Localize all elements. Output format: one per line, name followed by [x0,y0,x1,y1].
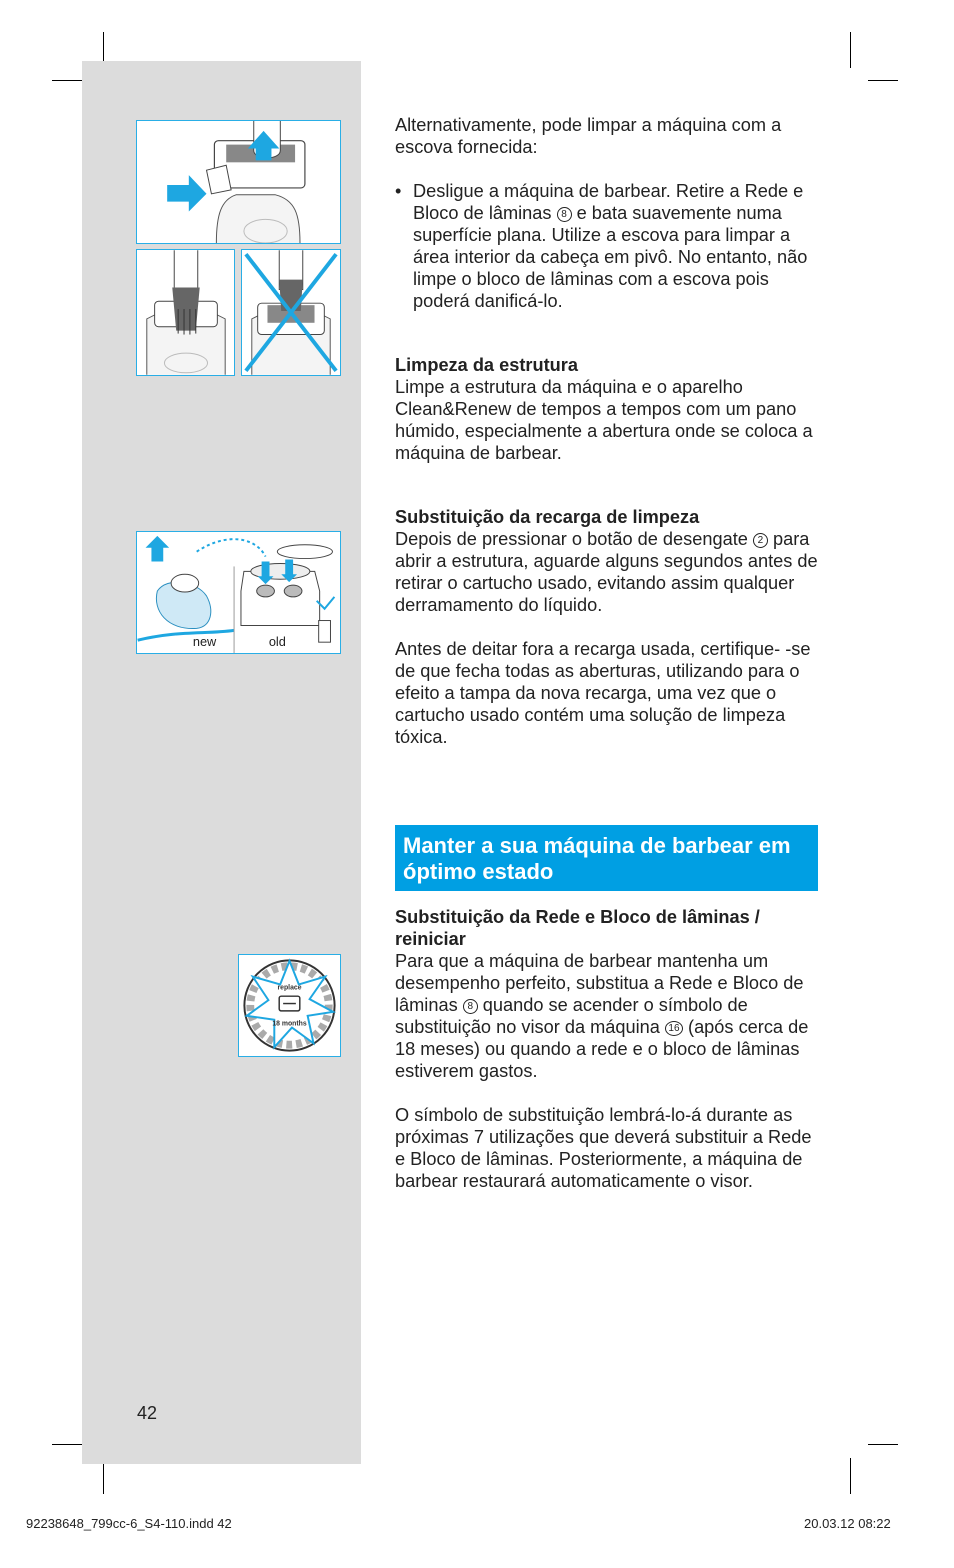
replace-title: Substituição da Rede e Bloco de lâminas / reiniciar [395,907,760,949]
intro-section [395,114,820,312]
crop-mark [850,32,851,68]
label-new: new [192,634,217,650]
illustration-replace-dial [238,954,341,1057]
replace-text-1-part1: Para que a máquina de barbear mantenha um desempenho perfeito, substitua a Rede e Bloco de lâminas [395,951,804,1015]
crop-mark [850,1458,851,1494]
label-old: old [268,634,286,650]
cartridge-text-1 [395,528,820,616]
replace-text-1-part3: (após cerca de 18 meses) ou quando a rede e o bloco de lâminas estiverem gastos. [395,1017,809,1081]
ref-number: 16 [665,1021,683,1036]
crop-mark [52,80,82,81]
crop-mark [868,80,898,81]
ref-number: 2 [753,533,768,548]
housing-text: Limpe a estrutura da máquina e o aparelho Clean&Renew de tempos a tempos com um pano húmido, especialmente a abertura onde se coloca a máquina de barbear. [395,377,813,463]
illustration-brush-foil-forbidden [241,249,341,376]
replace-text-1 [395,950,820,1082]
cartridge-title: Substituição da recarga de limpeza [395,507,700,527]
section-banner: Manter a sua máquina de barbear em óptimo estado [395,825,818,891]
footer-date: 20.03.12 08:22 [804,1516,891,1531]
illustration-foil-removal [136,120,341,244]
crop-mark [52,1444,82,1445]
housing-title: Limpeza da estrutura [395,355,578,375]
intro-text: Alternativamente, pode limpar a máquina com a escova fornecida: [395,115,782,157]
ref-number: 8 [557,207,572,222]
intro-bullet-part1: Desligue a máquina de barbear. Retire a Rede e Bloco de lâminas [413,181,804,223]
cartridge-text-1-part2: para abrir a estrutura, aguarde alguns segundos antes de retirar o cartucho usado, evitando assim qualquer derramamento do líquido. [395,529,818,615]
ref-number: 8 [463,999,478,1014]
bullet-dot: • [395,181,402,201]
intro-bullet-part2: e bata suavemente numa superfície plana. Utilize a escova para limpar a área interior da cabeça em pivô. No entanto, não limpe o bloco de lâminas com a escova pois poderá danificá-lo. [413,203,808,311]
cartridge-text-2: Antes de deitar fora a recarga usada, certifique- -se de que fecha todas as aberturas, utilizando para o efeito a tampa da nova recarga, uma vez que o cartucho usado contém uma solução de limpeza tóxica. [395,639,811,747]
crop-mark [868,1444,898,1445]
replace-text-2: O símbolo de substituição lembrá-lo-á durante as próximas 7 utilizações que deverá substituir a Rede e Bloco de lâminas. Posteriormente, a máquina de barbear restaurará automaticamente o visor. [395,1105,812,1191]
intro-bullet [395,180,820,312]
dial-label-top: replace [277,984,302,992]
dial-label-bottom: 18 months [272,1020,307,1028]
intro-bullet-text [413,180,820,312]
replace-section [395,906,820,1192]
illustration-brush-head [136,249,235,376]
footer-file-info: 92238648_799cc-6_S4-110.indd 42 [26,1516,232,1531]
replace-text-1-part2: quando se acender o símbolo de substituição no visor da máquina [395,995,748,1037]
cartridge-text-1-part1: Depois de pressionar o botão de desengate [395,529,748,549]
page-number: 42 [137,1403,158,1423]
housing-section [395,354,820,464]
illustration-cartridge-replacement [136,531,341,654]
cartridge-section [395,506,820,748]
